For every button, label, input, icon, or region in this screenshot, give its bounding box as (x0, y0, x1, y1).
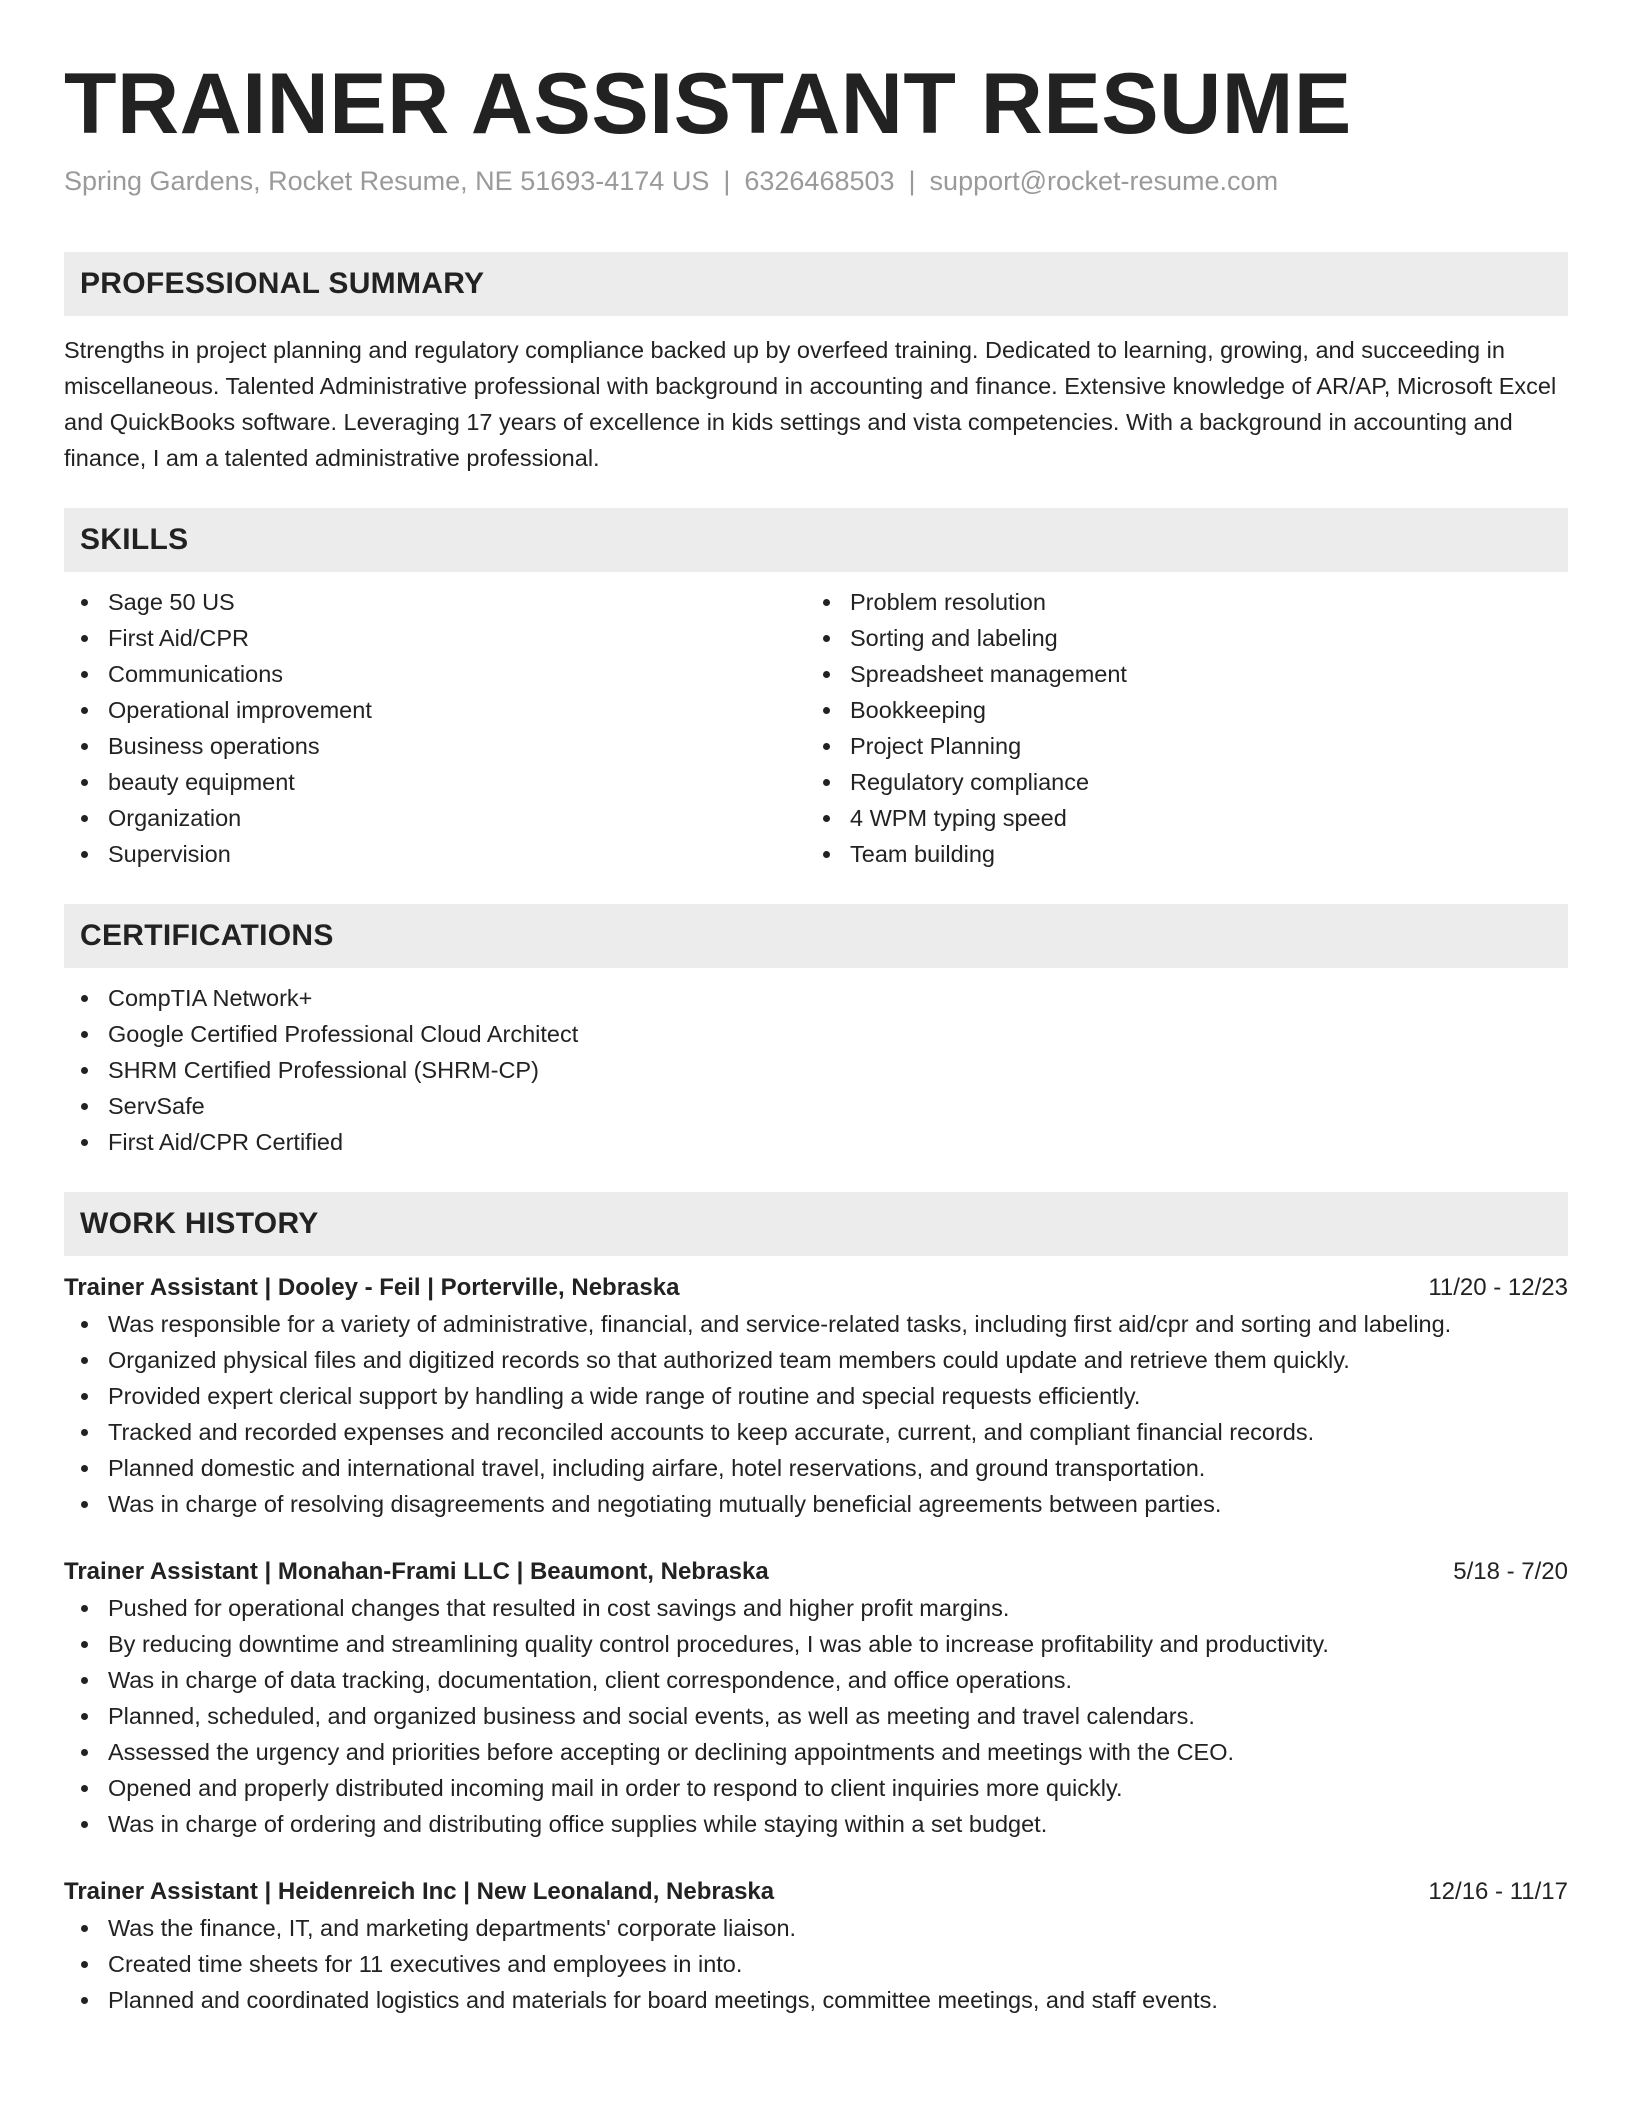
job-title: Trainer Assistant | Monahan-Frami LLC | Beaumont, Nebraska (64, 1558, 769, 1585)
certification-item: ServSafe (64, 1088, 1568, 1124)
certifications-list (64, 980, 1568, 1160)
job-dates: 5/18 - 7/20 (1453, 1558, 1568, 1585)
skills-column-right (806, 584, 1548, 872)
skill-item: Project Planning (806, 728, 1548, 764)
contact-email[interactable]: support@rocket-resume.com (929, 166, 1279, 196)
job-bullet: Was in charge of resolving disagreements and negotiating mutually beneficial agreements between parties. (64, 1486, 1568, 1522)
certification-item: CompTIA Network+ (64, 980, 1568, 1016)
job-bullet: Was in charge of ordering and distributing office supplies while staying within a set budget. (64, 1806, 1568, 1842)
job-title: Trainer Assistant | Heidenreich Inc | New Leonaland, Nebraska (64, 1878, 775, 1905)
job-entry (64, 1554, 1568, 1842)
resume-title: TRAINER ASSISTANT RESUME (64, 56, 1352, 152)
job-bullet: Opened and properly distributed incoming mail in order to respond to client inquiries more quickly. (64, 1770, 1568, 1806)
skill-item: Bookkeeping (806, 692, 1548, 728)
skill-item: Sage 50 US (64, 584, 806, 620)
section-header-skills: SKILLS (64, 508, 1568, 572)
job-entry (64, 1270, 1568, 1522)
section-header-summary: PROFESSIONAL SUMMARY (64, 252, 1568, 316)
certification-item: SHRM Certified Professional (SHRM-CP) (64, 1052, 1568, 1088)
contact-line (64, 164, 1568, 198)
job-bullet: Created time sheets for 11 executives and employees in into. (64, 1946, 1568, 1982)
skill-item: Business operations (64, 728, 806, 764)
skill-item: Spreadsheet management (806, 656, 1548, 692)
job-bullet: Was in charge of data tracking, documentation, client correspondence, and office operations. (64, 1662, 1568, 1698)
skills-grid (64, 584, 1568, 872)
job-bullet: Organized physical files and digitized records so that authorized team members could update and retrieve them quickly. (64, 1342, 1568, 1378)
skill-item: Supervision (64, 836, 806, 872)
contact-separator: | (723, 166, 731, 196)
job-bullet: Provided expert clerical support by handling a wide range of routine and special requests efficiently. (64, 1378, 1568, 1414)
skill-item: 4 WPM typing speed (806, 800, 1548, 836)
job-entry (64, 1874, 1568, 2018)
skill-item: Problem resolution (806, 584, 1548, 620)
job-bullet: Tracked and recorded expenses and reconciled accounts to keep accurate, current, and compliant financial records. (64, 1414, 1568, 1450)
contact-address: Spring Gardens, Rocket Resume, NE 51693-4174 US (64, 166, 710, 196)
job-bullet: Planned domestic and international travel, including airfare, hotel reservations, and ground transportation. (64, 1450, 1568, 1486)
contact-separator: | (908, 166, 916, 196)
job-header (64, 1270, 1568, 1306)
job-bullet: Was responsible for a variety of administrative, financial, and service-related tasks, including first aid/cpr and sorting and labeling. (64, 1306, 1568, 1342)
skill-item: beauty equipment (64, 764, 806, 800)
resume-page (64, 0, 1568, 2018)
job-title: Trainer Assistant | Dooley - Feil | Porterville, Nebraska (64, 1274, 680, 1301)
skill-item: Sorting and labeling (806, 620, 1548, 656)
job-bullets (64, 1306, 1568, 1522)
certification-item: First Aid/CPR Certified (64, 1124, 1568, 1160)
job-bullets (64, 1590, 1568, 1842)
job-dates: 11/20 - 12/23 (1428, 1274, 1568, 1301)
job-bullet: Assessed the urgency and priorities before accepting or declining appointments and meetings with the CEO. (64, 1734, 1568, 1770)
job-bullet: Pushed for operational changes that resulted in cost savings and higher profit margins. (64, 1590, 1568, 1626)
certification-item: Google Certified Professional Cloud Architect (64, 1016, 1568, 1052)
job-bullet: Planned and coordinated logistics and materials for board meetings, committee meetings, and staff events. (64, 1982, 1568, 2018)
job-bullet: Planned, scheduled, and organized business and social events, as well as meeting and travel calendars. (64, 1698, 1568, 1734)
section-header-work-history: WORK HISTORY (64, 1192, 1568, 1256)
job-bullets (64, 1910, 1568, 2018)
skill-item: First Aid/CPR (64, 620, 806, 656)
skills-list-left (64, 584, 806, 872)
job-header (64, 1874, 1568, 1910)
skills-list-right (806, 584, 1548, 872)
contact-phone[interactable]: 6326468503 (744, 166, 895, 196)
skill-item: Organization (64, 800, 806, 836)
job-bullet: By reducing downtime and streamlining quality control procedures, I was able to increase profitability and productivity. (64, 1626, 1568, 1662)
skill-item: Regulatory compliance (806, 764, 1548, 800)
job-header (64, 1554, 1568, 1590)
skill-item: Team building (806, 836, 1548, 872)
skill-item: Operational improvement (64, 692, 806, 728)
job-bullet: Was the finance, IT, and marketing departments' corporate liaison. (64, 1910, 1568, 1946)
summary-text: Strengths in project planning and regulatory compliance backed up by overfeed training. Dedicated to learning, growing, and succeeding in miscellaneous. Talented Administrative professional with background in accounting and finance. Extensive knowledge of AR/AP, Microsoft Excel and QuickBooks software. Leveraging 17 years of excellence in kids settings and vista competencies. With a background in accounting and finance, I am a talented administrative professional. (64, 337, 1557, 471)
skill-item: Communications (64, 656, 806, 692)
section-header-certifications: CERTIFICATIONS (64, 904, 1568, 968)
job-dates: 12/16 - 11/17 (1428, 1878, 1568, 1905)
skills-column-left (64, 584, 806, 872)
